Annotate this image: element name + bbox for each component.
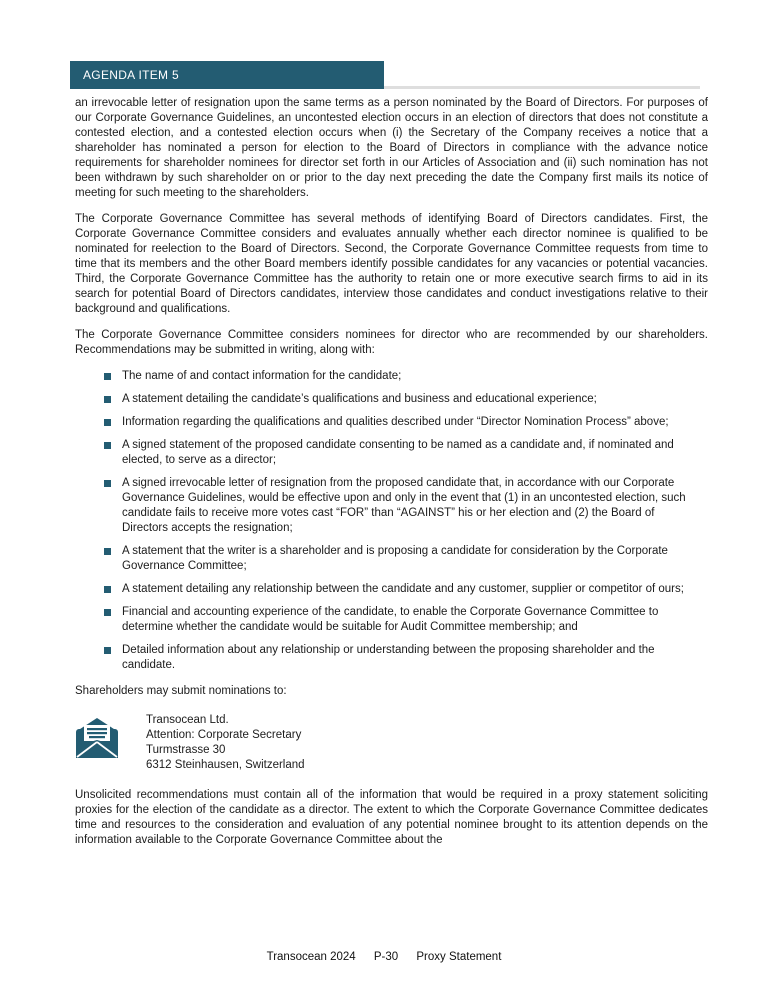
list-item [75,643,708,673]
nomination-address-block [75,713,708,773]
square-bullet-icon [104,548,111,555]
list-item-text: A signed statement of the proposed candidate consenting to be named as a candidate and, if nominated and elected, to serve as a director; [122,439,674,466]
list-item-text: Detailed information about any relationship or understanding between the proposing shareholder and the candidate. [122,644,655,671]
address-city: 6312 Steinhausen, Switzerland [146,759,305,771]
address-street: Turmstrasse 30 [146,744,226,756]
envelope-icon [75,716,119,760]
square-bullet-icon [104,396,111,403]
list-item [75,476,708,536]
footer-brand: Transocean 2024 [266,951,356,963]
footer-doc-label: Proxy Statement [416,951,502,963]
square-bullet-icon [104,586,111,593]
list-item [75,369,708,384]
list-item [75,392,708,407]
square-bullet-icon [104,480,111,487]
footer-page-number: P-30 [373,951,399,963]
square-bullet-icon [104,442,111,449]
square-bullet-icon [104,647,111,654]
list-item-text: A signed irrevocable letter of resignation from the proposed candidate that, in accordance with our Corporate Governance Guidelines, would be effective upon and only in the event that (1) in an uncontested election, such candidate fails to receive more votes cast “FOR” than “AGAINST” his or her election and (2) the Board of Directors accepts the resignation; [122,477,686,534]
list-item-text: A statement detailing the candidate’s qualifications and business and educational experience; [122,393,597,405]
nominations-intro: Shareholders may submit nominations to: [75,685,287,697]
list-item-text: A statement detailing any relationship between the candidate and any customer, supplier or competitor of ours; [122,583,684,595]
recommendation-requirements-list [75,369,708,673]
address-company: Transocean Ltd. [146,714,229,726]
list-item-text: Financial and accounting experience of the candidate, to enable the Corporate Governance Committee to determine whether the candidate would be suitable for Audit Committee membership; and [122,606,659,633]
page-footer [0,950,768,965]
paragraph-unsolicited-recommendations: Unsolicited recommendations must contain all of the information that would be required in a proxy statement soliciting proxies for the election of the candidate as a director. The extent to which the Corporate Governance Committee dedicates time and resources to the consideration and evaluation of any potential nominee brought to its attention depends on the information available to the Corporate Governance Committee about the [75,789,708,846]
list-item [75,605,708,635]
list-item [75,415,708,430]
paragraph-identification-methods: The Corporate Governance Committee has several methods of identifying Board of Directors candidates. First, the Corporate Governance Committee considers and evaluates annually whether each director nominee is qualified to be nominated for reelection to the Board of Directors. Second, the Corporate Governance Committee requests from time to time that its members and the other Board members identify possible candidates for any vacancies or potential vacancies. Third, the Corporate Governance Committee has the authority to retain one or more executive search firms to aid in its search for potential Board of Directors candidates, interview those candidates and conduct investigations relative to their background and qualifications. [75,213,708,315]
agenda-header [70,61,700,89]
square-bullet-icon [104,373,111,380]
agenda-item-banner [70,61,384,89]
square-bullet-icon [104,609,111,616]
list-item [75,438,708,468]
list-item [75,582,708,597]
list-item-text: Information regarding the qualifications and qualities described under “Director Nomination Process” above; [122,416,669,428]
square-bullet-icon [104,419,111,426]
list-item-text: A statement that the writer is a shareholder and is proposing a candidate for consideration by the Corporate Governance Committee; [122,545,668,572]
list-item-text: The name of and contact information for the candidate; [122,370,402,382]
document-body [75,96,708,848]
header-divider-line [384,86,700,89]
agenda-item-label: AGENDA ITEM 5 [83,67,179,82]
mailing-address [146,713,305,773]
list-item [75,544,708,574]
address-attention: Attention: Corporate Secretary [146,729,302,741]
paragraph-shareholder-recommendations: The Corporate Governance Committee considers nominees for director who are recommended by our shareholders. Recommendations may be submitted in writing, along with: [75,329,708,356]
paragraph-uncontested-election: an irrevocable letter of resignation upon the same terms as a person nominated by the Board of Directors. For purposes of our Corporate Governance Guidelines, an uncontested election occurs in an election of directors that does not constitute a contested election, and a contested election occurs when (i) the Secretary of the Company receives a notice that a shareholder has nominated a person for election to the Board of Directors in compliance with the advance notice requirements for shareholder nominees for director set forth in our Articles of Association and (ii) such nomination has not been withdrawn by such shareholder on or prior to the day next preceding the date the Company first mails its notice of meeting for such meeting to the shareholders. [75,97,708,199]
